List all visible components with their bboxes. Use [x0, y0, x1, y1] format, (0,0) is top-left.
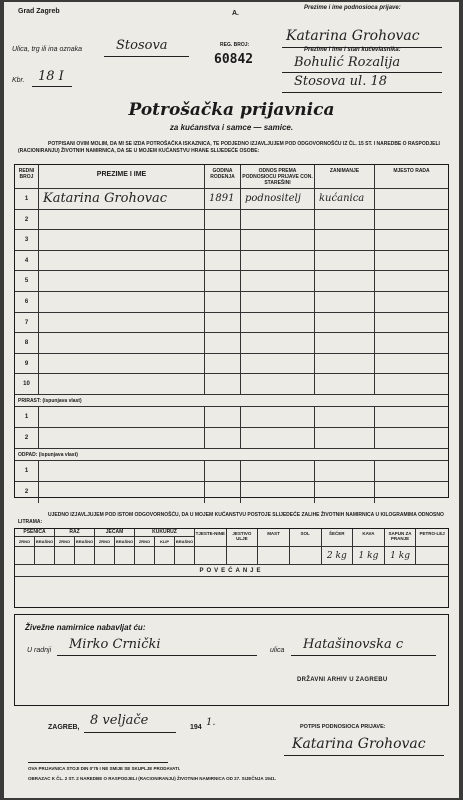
- footer-rule: [28, 762, 168, 763]
- stock-sub-header: ZRNO: [95, 537, 115, 547]
- persons-table: [14, 164, 449, 498]
- row-number: 2: [15, 210, 39, 231]
- stock-single-header: MAST: [258, 529, 290, 547]
- row-number: 1: [15, 189, 39, 210]
- kbr-value: 18 I: [38, 69, 64, 84]
- table-cell: [205, 461, 241, 482]
- stock-group-header: RAŽ: [55, 529, 95, 537]
- submitter-value: Katarina Grohovac: [286, 28, 420, 44]
- table-cell: [375, 292, 448, 313]
- stock-sub-header: KLIP: [155, 537, 175, 547]
- intro-text: POTPISANI OVIM MOLIM, DA MI SE IZDA POTROŠAČKA ISKAZNICA, TE PODJEDNO IZJAVLJUJEM POD ODGOVORNOŠĆU IZ ČL. 15 ST. I NAREDBE O RASPODJELI (RACIONIRANJU) ŽIVOTNIH NAMIRNICA, DA SE U MOJEM KUĆANSTVU HRANE SLIJEDEĆE OSOBE:: [18, 141, 440, 154]
- row-number: 7: [15, 313, 39, 334]
- stock-single-header: JESTIVO ULJE: [227, 529, 259, 547]
- table-cell: [315, 333, 375, 354]
- stock-value-cell: [75, 547, 95, 565]
- submitter-label: Prezime i ime podnosioca prijave:: [304, 5, 401, 11]
- street-underline: [104, 56, 189, 57]
- persons-header-cell: ZANIMANJE: [315, 165, 375, 189]
- table-cell: [39, 333, 205, 354]
- table-cell: [375, 461, 448, 482]
- table-cell: [375, 333, 448, 354]
- stock-value-cell: [416, 547, 448, 565]
- table-cell: kućanica: [315, 189, 375, 210]
- signature-underline: [284, 755, 444, 756]
- footer-year-prefix: 194: [190, 724, 202, 731]
- persons-header-cell: ODNOS PREMA PODNOSIOCU PRIJAVE CON. STAREŠINI: [241, 165, 315, 189]
- stock-single-header: ŠEĆER: [322, 529, 354, 547]
- table-cell: [241, 482, 315, 503]
- signature-label: POTPIS PODNOSIOCA PRIJAVE:: [300, 724, 386, 730]
- footer-place: ZAGREB,: [48, 724, 80, 731]
- increase-label: POVEĆANJE: [15, 565, 448, 577]
- table-cell: [241, 333, 315, 354]
- signature-value: Katarina Grohovac: [292, 736, 426, 752]
- shop-street-underline: [291, 655, 436, 656]
- stock-sub-header: BRAŠNO: [75, 537, 95, 547]
- stock-table: [14, 528, 449, 608]
- table-cell: [241, 210, 315, 231]
- stock-value-cell: [227, 547, 259, 565]
- table-cell: [205, 251, 241, 272]
- table-cell: [375, 482, 448, 503]
- increase-values-row: [15, 577, 448, 607]
- stock-value-cell: [135, 547, 155, 565]
- table-cell: [39, 251, 205, 272]
- row-number: 5: [15, 271, 39, 292]
- stock-single-header: TJESTE-NINE: [195, 529, 227, 547]
- stock-single-header: SOL: [290, 529, 322, 547]
- footer-date: 8 veljače: [90, 713, 149, 728]
- reg-number: 60842: [214, 52, 254, 67]
- odpad-row-number: 2: [15, 482, 39, 503]
- supply-title: Živežne namirnice nabavljat ću:: [25, 623, 146, 632]
- persons-header-cell: MJESTO RADA: [375, 165, 448, 189]
- stock-value-cell: [115, 547, 135, 565]
- table-cell: [241, 407, 315, 428]
- table-cell: [39, 428, 205, 449]
- footer-year-digit: 1.: [206, 717, 216, 728]
- stock-value-cell: 1 kg: [353, 547, 385, 565]
- persons-header-cell: PREZIME I IME: [39, 165, 205, 189]
- table-cell: [241, 271, 315, 292]
- table-cell: [241, 428, 315, 449]
- table-cell: 1891: [205, 189, 241, 210]
- shop-street-label: ulica: [270, 647, 285, 654]
- table-cell: [39, 210, 205, 231]
- table-cell: [375, 251, 448, 272]
- stock-value-cell: [175, 547, 195, 565]
- archive-stamp: DRŽAVNI ARHIV U ZAGREBU: [297, 677, 388, 683]
- row-number: 10: [15, 374, 39, 395]
- table-cell: [375, 271, 448, 292]
- table-cell: [315, 313, 375, 334]
- table-cell: [315, 271, 375, 292]
- series-letter: A.: [232, 10, 239, 17]
- form-title: Potrošačka prijavnica: [128, 100, 335, 120]
- row-number: 9: [15, 354, 39, 375]
- street-label: Ulica, trg ili ina oznaka: [12, 46, 83, 53]
- table-cell: [205, 230, 241, 251]
- table-cell: [315, 407, 375, 428]
- table-cell: [205, 428, 241, 449]
- table-cell: [375, 313, 448, 334]
- row-number: 4: [15, 251, 39, 272]
- table-cell: [205, 374, 241, 395]
- table-cell: [375, 210, 448, 231]
- table-cell: [39, 482, 205, 503]
- kbr-underline: [32, 86, 72, 87]
- table-cell: [205, 210, 241, 231]
- table-cell: [205, 354, 241, 375]
- table-cell: podnositelj: [241, 189, 315, 210]
- persons-header-cell: REDNI BROJ: [15, 165, 39, 189]
- table-cell: [375, 354, 448, 375]
- table-cell: [39, 271, 205, 292]
- table-cell: [39, 292, 205, 313]
- table-cell: [39, 313, 205, 334]
- table-cell: [315, 428, 375, 449]
- stock-sub-header: BRAŠNO: [175, 537, 195, 547]
- table-cell: [241, 461, 315, 482]
- table-cell: [205, 482, 241, 503]
- row-number: 3: [15, 230, 39, 251]
- stock-value-cell: [195, 547, 227, 565]
- stock-value-cell: [35, 547, 55, 565]
- stock-sub-header: ZRNO: [15, 537, 35, 547]
- odpad-label: ODPAD: (ispunjava vlast): [15, 449, 448, 461]
- table-cell: Katarina Grohovac: [39, 189, 205, 210]
- table-cell: [315, 482, 375, 503]
- household-underline-1: [282, 72, 442, 73]
- prirast-row-number: 1: [15, 407, 39, 428]
- table-cell: [241, 230, 315, 251]
- table-cell: [241, 313, 315, 334]
- stock-value-cell: 1 kg: [385, 547, 417, 565]
- shop-underline: [57, 655, 257, 656]
- form-subtitle: za kućanstva i samce — samice.: [169, 123, 294, 132]
- table-cell: [375, 374, 448, 395]
- table-cell: [315, 210, 375, 231]
- table-cell: [241, 251, 315, 272]
- table-cell: [315, 374, 375, 395]
- row-number: 8: [15, 333, 39, 354]
- table-cell: [315, 461, 375, 482]
- table-cell: [39, 461, 205, 482]
- table-cell: [315, 354, 375, 375]
- household-value-1: Bohulić Rozalija: [294, 55, 401, 70]
- table-cell: [375, 428, 448, 449]
- table-cell: [241, 354, 315, 375]
- prirast-label: PRIRAST: (ispunjava vlast): [15, 395, 448, 407]
- city-label: Grad Zagreb: [18, 8, 60, 15]
- row-number: 6: [15, 292, 39, 313]
- stock-sub-header: ZRNO: [55, 537, 75, 547]
- stock-value-cell: [155, 547, 175, 565]
- table-cell: [315, 230, 375, 251]
- table-cell: [39, 354, 205, 375]
- table-cell: [39, 374, 205, 395]
- household-value-2: Stosova ul. 18: [294, 74, 388, 89]
- stock-value-cell: [258, 547, 290, 565]
- stock-text: UJEDNO IZJAVLJUJEM POD ISTOM ODGOVORNOŠĆU, DA U MOJEM KUĆANSTVU POSTOJE SLIJEDEĆE ZALIHE ŽIVOTNIH NAMIRNICA U KILOGRAMIMA ODNOSNO LITRAMA:: [18, 512, 444, 525]
- registration-form: [4, 2, 459, 798]
- stock-group-header: JEČAM: [95, 529, 135, 537]
- reg-label: REG. BROJ:: [220, 42, 250, 48]
- table-cell: [375, 189, 448, 210]
- table-cell: [375, 407, 448, 428]
- stock-group-header: PŠENICA: [15, 529, 55, 537]
- footer-note-2: OBRAZAC K ČL. 2 ST. 2 NAREDBE O RASPODJELI (RACIONIRANJU) ŽIVOTNIH NAMIRNICA OD 27. SIJEČNJA 1941.: [28, 776, 276, 781]
- table-cell: [205, 292, 241, 313]
- household-label: Prezime i ime i stan kućevlasnika:: [304, 47, 401, 53]
- household-underline-2: [282, 92, 442, 93]
- stock-group-header: KUKURUZ: [135, 529, 195, 537]
- stock-value-cell: 2 kg: [322, 547, 354, 565]
- table-cell: [39, 230, 205, 251]
- stock-value-cell: [15, 547, 35, 565]
- table-cell: [205, 271, 241, 292]
- shop-street-value: Hatašinovska c: [303, 637, 404, 652]
- stock-single-header: SAPUN ZA PRANJE: [385, 529, 417, 547]
- stock-value-cell: [95, 547, 115, 565]
- shop-value: Mirko Crnički: [69, 637, 161, 652]
- stock-value-cell: [55, 547, 75, 565]
- stock-value-cell: [290, 547, 322, 565]
- street-value: Stosova: [116, 38, 168, 53]
- footer-note-1: OVA PRIJAVNICA STOJI DIN 0'75 I NE SMIJE SE SKUPLJE PRODAVATI.: [28, 766, 181, 771]
- stock-sub-header: ZRNO: [135, 537, 155, 547]
- table-cell: [375, 230, 448, 251]
- table-cell: [315, 292, 375, 313]
- supply-box: [14, 614, 449, 706]
- table-cell: [241, 374, 315, 395]
- table-cell: [39, 407, 205, 428]
- persons-header-cell: GODINA RODENJA: [205, 165, 241, 189]
- table-cell: [241, 292, 315, 313]
- date-underline: [84, 732, 176, 733]
- stock-single-header: PETRO-LEJ: [416, 529, 448, 547]
- table-cell: [315, 251, 375, 272]
- stock-single-header: KAVA: [353, 529, 385, 547]
- shop-label: U radnji: [27, 647, 52, 654]
- table-cell: [205, 333, 241, 354]
- stock-sub-header: BRAŠNO: [115, 537, 135, 547]
- table-cell: [205, 407, 241, 428]
- odpad-row-number: 1: [15, 461, 39, 482]
- stock-sub-header: BRAŠNO: [35, 537, 55, 547]
- prirast-row-number: 2: [15, 428, 39, 449]
- table-cell: [205, 313, 241, 334]
- kbr-label: Kbr.: [12, 77, 25, 84]
